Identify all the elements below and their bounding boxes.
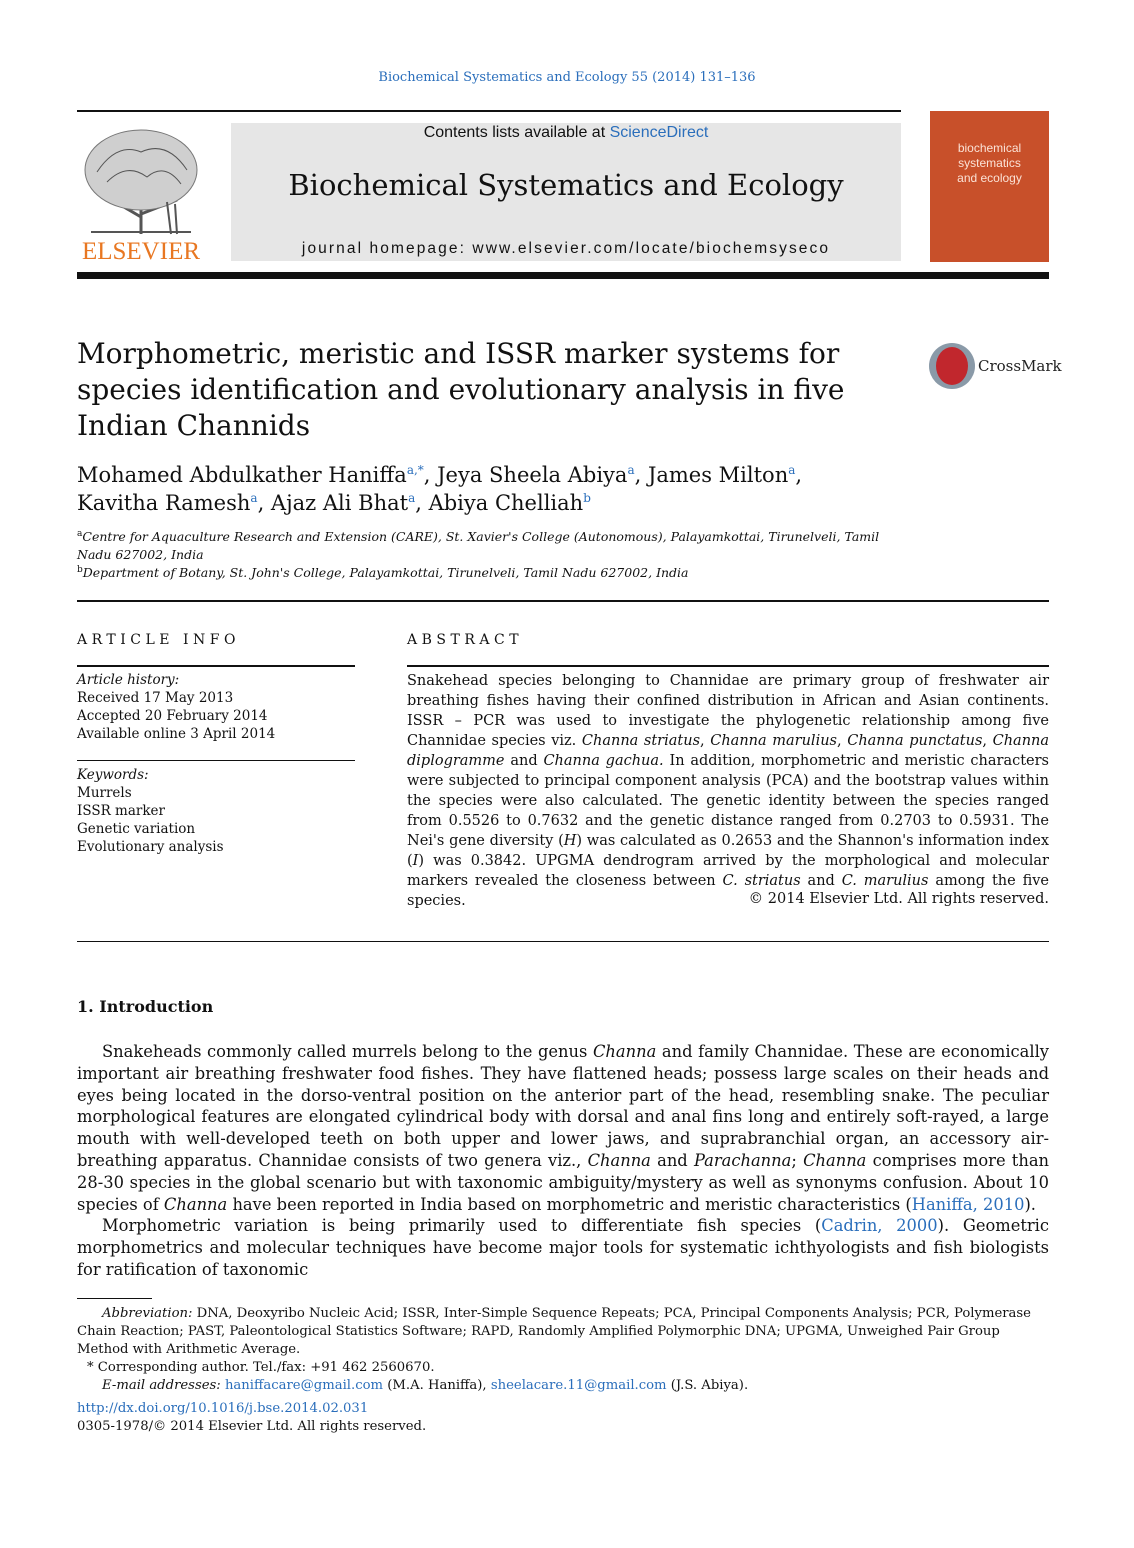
divider: [77, 665, 355, 667]
sciencedirect-link[interactable]: ScienceDirect: [609, 124, 709, 141]
footnote-rule: [77, 1298, 152, 1299]
author-name: Abiya Chelliah: [428, 491, 584, 515]
keyword: Evolutionary analysis: [77, 839, 224, 855]
reference-link[interactable]: Cadrin, 2000: [821, 1216, 938, 1236]
article-history: Article history: Received 17 May 2013 Accepted 20 February 2014 Available online 3 April 2014: [77, 672, 276, 742]
author-name: Jeya Sheela Abiya: [437, 463, 628, 487]
doi-link[interactable]: http://dx.doi.org/10.1016/j.bse.2014.02.031: [77, 1401, 369, 1416]
article-info-heading: ARTICLE INFO: [77, 632, 240, 648]
journal-cover: [930, 111, 1049, 262]
reference-link[interactable]: Haniffa, 2010: [911, 1194, 1025, 1214]
contents-line: Contents lists available at ScienceDirect: [423, 124, 709, 141]
abstract-heading: ABSTRACT: [407, 632, 524, 648]
doi-block: [77, 1400, 426, 1436]
keyword: ISSR marker: [77, 803, 165, 819]
journal-title: Biochemical Systematics and Ecology: [288, 168, 844, 202]
paragraph: Morphometric variation is being primarily used to differentiate fish species (Cadrin, 2000). Geometric morphometrics and molecular techniques have become major tools for systematic ichthyologists and fish biologists for ratification of taxonomic: [77, 1216, 1049, 1279]
keyword: Genetic variation: [77, 821, 196, 837]
issn-copyright: 0305-1978/© 2014 Elsevier Ltd. All rights reserved.: [77, 1419, 427, 1434]
divider: [407, 665, 1049, 667]
author-name: Mohamed Abdulkather Haniffa: [77, 463, 407, 487]
author-name: Kavitha Ramesh: [77, 491, 251, 515]
affiliations: [77, 528, 897, 582]
author-name: Ajaz Ali Bhat: [270, 491, 409, 515]
affiliation-a: $^a$Centre for Aquaculture Research and Extension (CARE), St. Xavier's College (Autonomous), Palayamkottai, Tirunelveli, Tamil Nadu 627002, India: [77, 528, 880, 562]
divider: [77, 600, 1049, 602]
author-name: James Milton: [647, 463, 789, 487]
abstract-copyright: © 2014 Elsevier Ltd. All rights reserved.: [748, 891, 1049, 907]
article-title: Morphometric, meristic and ISSR marker systems for species identification and evolutionary analysis in five Indian Channids: [77, 337, 845, 442]
divider: [77, 760, 355, 761]
affiliation-b: $^b$Department of Botany, St. John's College, Palayamkottai, Tirunelveli, Tamil Nadu 627002, India: [77, 564, 689, 580]
introduction-body: [77, 1041, 1049, 1281]
keyword: Murrels: [77, 785, 132, 801]
crossmark-label[interactable]: CrossMark: [978, 357, 1062, 375]
journal-homepage[interactable]: journal homepage: www.elsevier.com/locate/biochemsyseco: [301, 240, 831, 257]
email-link[interactable]: sheelacare.11@gmail.com: [490, 1378, 667, 1393]
section-heading-introduction: 1. Introduction: [77, 997, 214, 1016]
header-rule: [77, 110, 901, 112]
footnotes: Abbreviation: DNA, Deoxyribo Nucleic Acid; ISSR, Inter-Simple Sequence Repeats; PCA, Principal Components Analysis; PCR, Polymerase Chain Reaction; PAST, Paleontological Statistics Software; RAPD, Randomly Amplified Polymorphic DNA; UPGMA, Unweighed Pair Group Method with Arithmetic Average. * Corresponding author. Tel./fax: +91 462 2560670. E-mail addresses: haniffacare@gmail.com (M.A. Haniffa), sheelacare.11@gmail.com (J.S. Abiya).: [77, 1305, 1049, 1395]
header-thick-rule: [77, 272, 1049, 279]
abstract-text: Snakehead species belonging to Channidae are primary group of freshwater air breathing fishes having their confined distribution in African and Asian continents. ISSR – PCR was used to investigate the phylogenetic relationship among five Channidae species viz. Channa striatus, Channa marulius, Channa punctatus, Channa diplogramme and Channa gachua. In addition, morphometric and meristic characters were subjected to principal component analysis (PCA) and the bootstrap values within the species were also calculated. The genetic identity between the species ranged from 0.5526 to 0.7632 and the genetic distance ranged from 0.2703 to 0.5931. The Nei's gene diversity (H) was calculated as 0.2653 and the Shannon's information index (I) was 0.3842. UPGMA dendrogram arrived by the morphological and molecular markers revealed the closeness between C. striatus and C. marulius among the five species.: [407, 673, 1050, 909]
divider: [77, 941, 1049, 942]
elsevier-wordmark: ELSEVIER: [81, 238, 201, 265]
cover-title: biochemical systematics and ecology: [957, 141, 1022, 185]
paragraph: Snakeheads commonly called murrels belong to the genus Channa and family Channidae. These are economically important air breathing freshwater food fishes. They have flattened heads; possess large scales on their heads and eyes being located in the dorso-ventral position on the anterior part of the head, resembling snake. The peculiar morphological features are elongated cylindrical body with dorsal and anal fins long and entirely soft-rayed, a large mouth with well-developed teeth on both upper and lower jaws, and suprabranchial organ, an accessory air-breathing apparatus. Channidae consists of two genera viz., Channa and Parachanna; Channa comprises more than 28-30 species in the global scenario but with taxonomic ambiguity/mystery as well as synonyms confusion. About 10 species of Channa have been reported in India based on morphometric and meristic characteristics (Haniffa, 2010).: [77, 1042, 1050, 1214]
corresponding-author: * Corresponding author. Tel./fax: +91 462 2560670.: [87, 1360, 435, 1375]
keywords: Keywords: Murrels ISSR marker Genetic variation Evolutionary analysis: [77, 766, 355, 856]
author-list: Mohamed Abdulkather Haniffa$^{a,*}$, Jeya Sheela Abiya$^a$, James Milton$^a$, Kavitha Ramesh$^a$, Ajaz Ali Bhat$^a$, Abiya Chelliah$^b$: [77, 463, 803, 515]
email-link[interactable]: haniffacare@gmail.com: [224, 1378, 384, 1393]
journal-citation[interactable]: Biochemical Systematics and Ecology 55 (2014) 131–136: [378, 70, 756, 85]
crossmark-badge-icon: [936, 347, 968, 385]
